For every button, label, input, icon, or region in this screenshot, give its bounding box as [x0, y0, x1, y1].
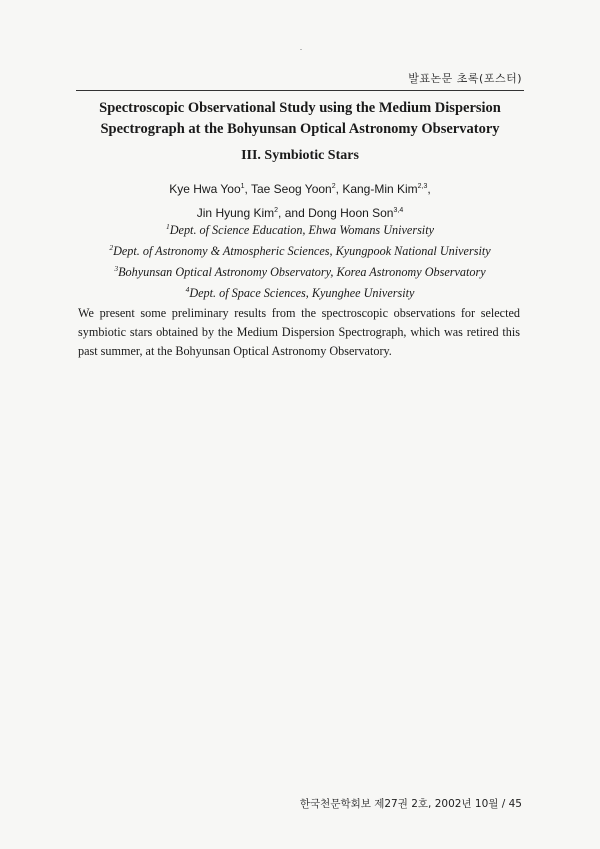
author-name: Tae Seog Yoon	[250, 182, 332, 196]
section-header-label: 발표논문 초록(포스터)	[408, 72, 522, 85]
author-sep: , and	[278, 206, 309, 220]
affiliation-list	[60, 218, 540, 302]
abstract-text: We present some preliminary results from the spectroscopic observations for selected symbiotic stars obtained by the Medium Dispersion Spectrograph, which was retired this past summer, at the Bohyunsan Optical Astronomy Observatory.	[78, 306, 520, 358]
scan-speck	[300, 49, 302, 50]
author-name: Kang-Min Kim	[342, 182, 418, 196]
author-sup: 2	[274, 207, 279, 214]
author-sup: 2,3	[417, 183, 428, 190]
affiliation-item	[60, 260, 540, 281]
affiliation-item	[60, 281, 540, 302]
title-line-1: Spectroscopic Observational Study using the Medium Dispersion	[99, 100, 501, 116]
author-name: Kye Hwa Yoo	[169, 182, 241, 196]
author-name: Dong Hoon Son	[308, 206, 394, 220]
author-sep: ,	[335, 182, 343, 196]
affiliation-text: Dept. of Space Sciences, Kyunghee University	[189, 286, 415, 301]
footer-citation: 한국천문학회보 제27권 2호, 2002년 10월 / 45	[299, 798, 522, 810]
paper-title	[60, 98, 540, 140]
author-line-1	[60, 176, 540, 200]
affiliation-text: Bohyunsan Optical Astronomy Observatory, Korea Astronomy Observatory	[118, 265, 486, 280]
author-sup: 1	[240, 183, 245, 190]
header-rule	[76, 90, 524, 91]
affiliation-num: 3	[114, 264, 119, 274]
author-list	[60, 176, 540, 224]
affiliation-text: Dept. of Astronomy & Atmospheric Sciences, Kyungpook National University	[113, 244, 491, 259]
author-sup: 3,4	[393, 207, 404, 214]
affiliation-text: Dept. of Science Education, Ehwa Womans University	[169, 223, 434, 238]
affiliation-item	[60, 218, 540, 239]
title-line-2: Spectrograph at the Bohyunsan Optical Astronomy Observatory	[100, 121, 500, 137]
affiliation-item	[60, 239, 540, 260]
author-sup: 2	[331, 183, 336, 190]
paper-subtitle: III. Symbiotic Stars	[241, 148, 359, 163]
affiliation-num: 1	[166, 222, 170, 231]
author-sep: ,	[427, 182, 431, 196]
affiliation-num: 4	[185, 285, 190, 295]
author-sep: ,	[244, 182, 251, 196]
affiliation-num: 2	[109, 243, 114, 253]
author-name: Jin Hyung Kim	[196, 206, 275, 220]
